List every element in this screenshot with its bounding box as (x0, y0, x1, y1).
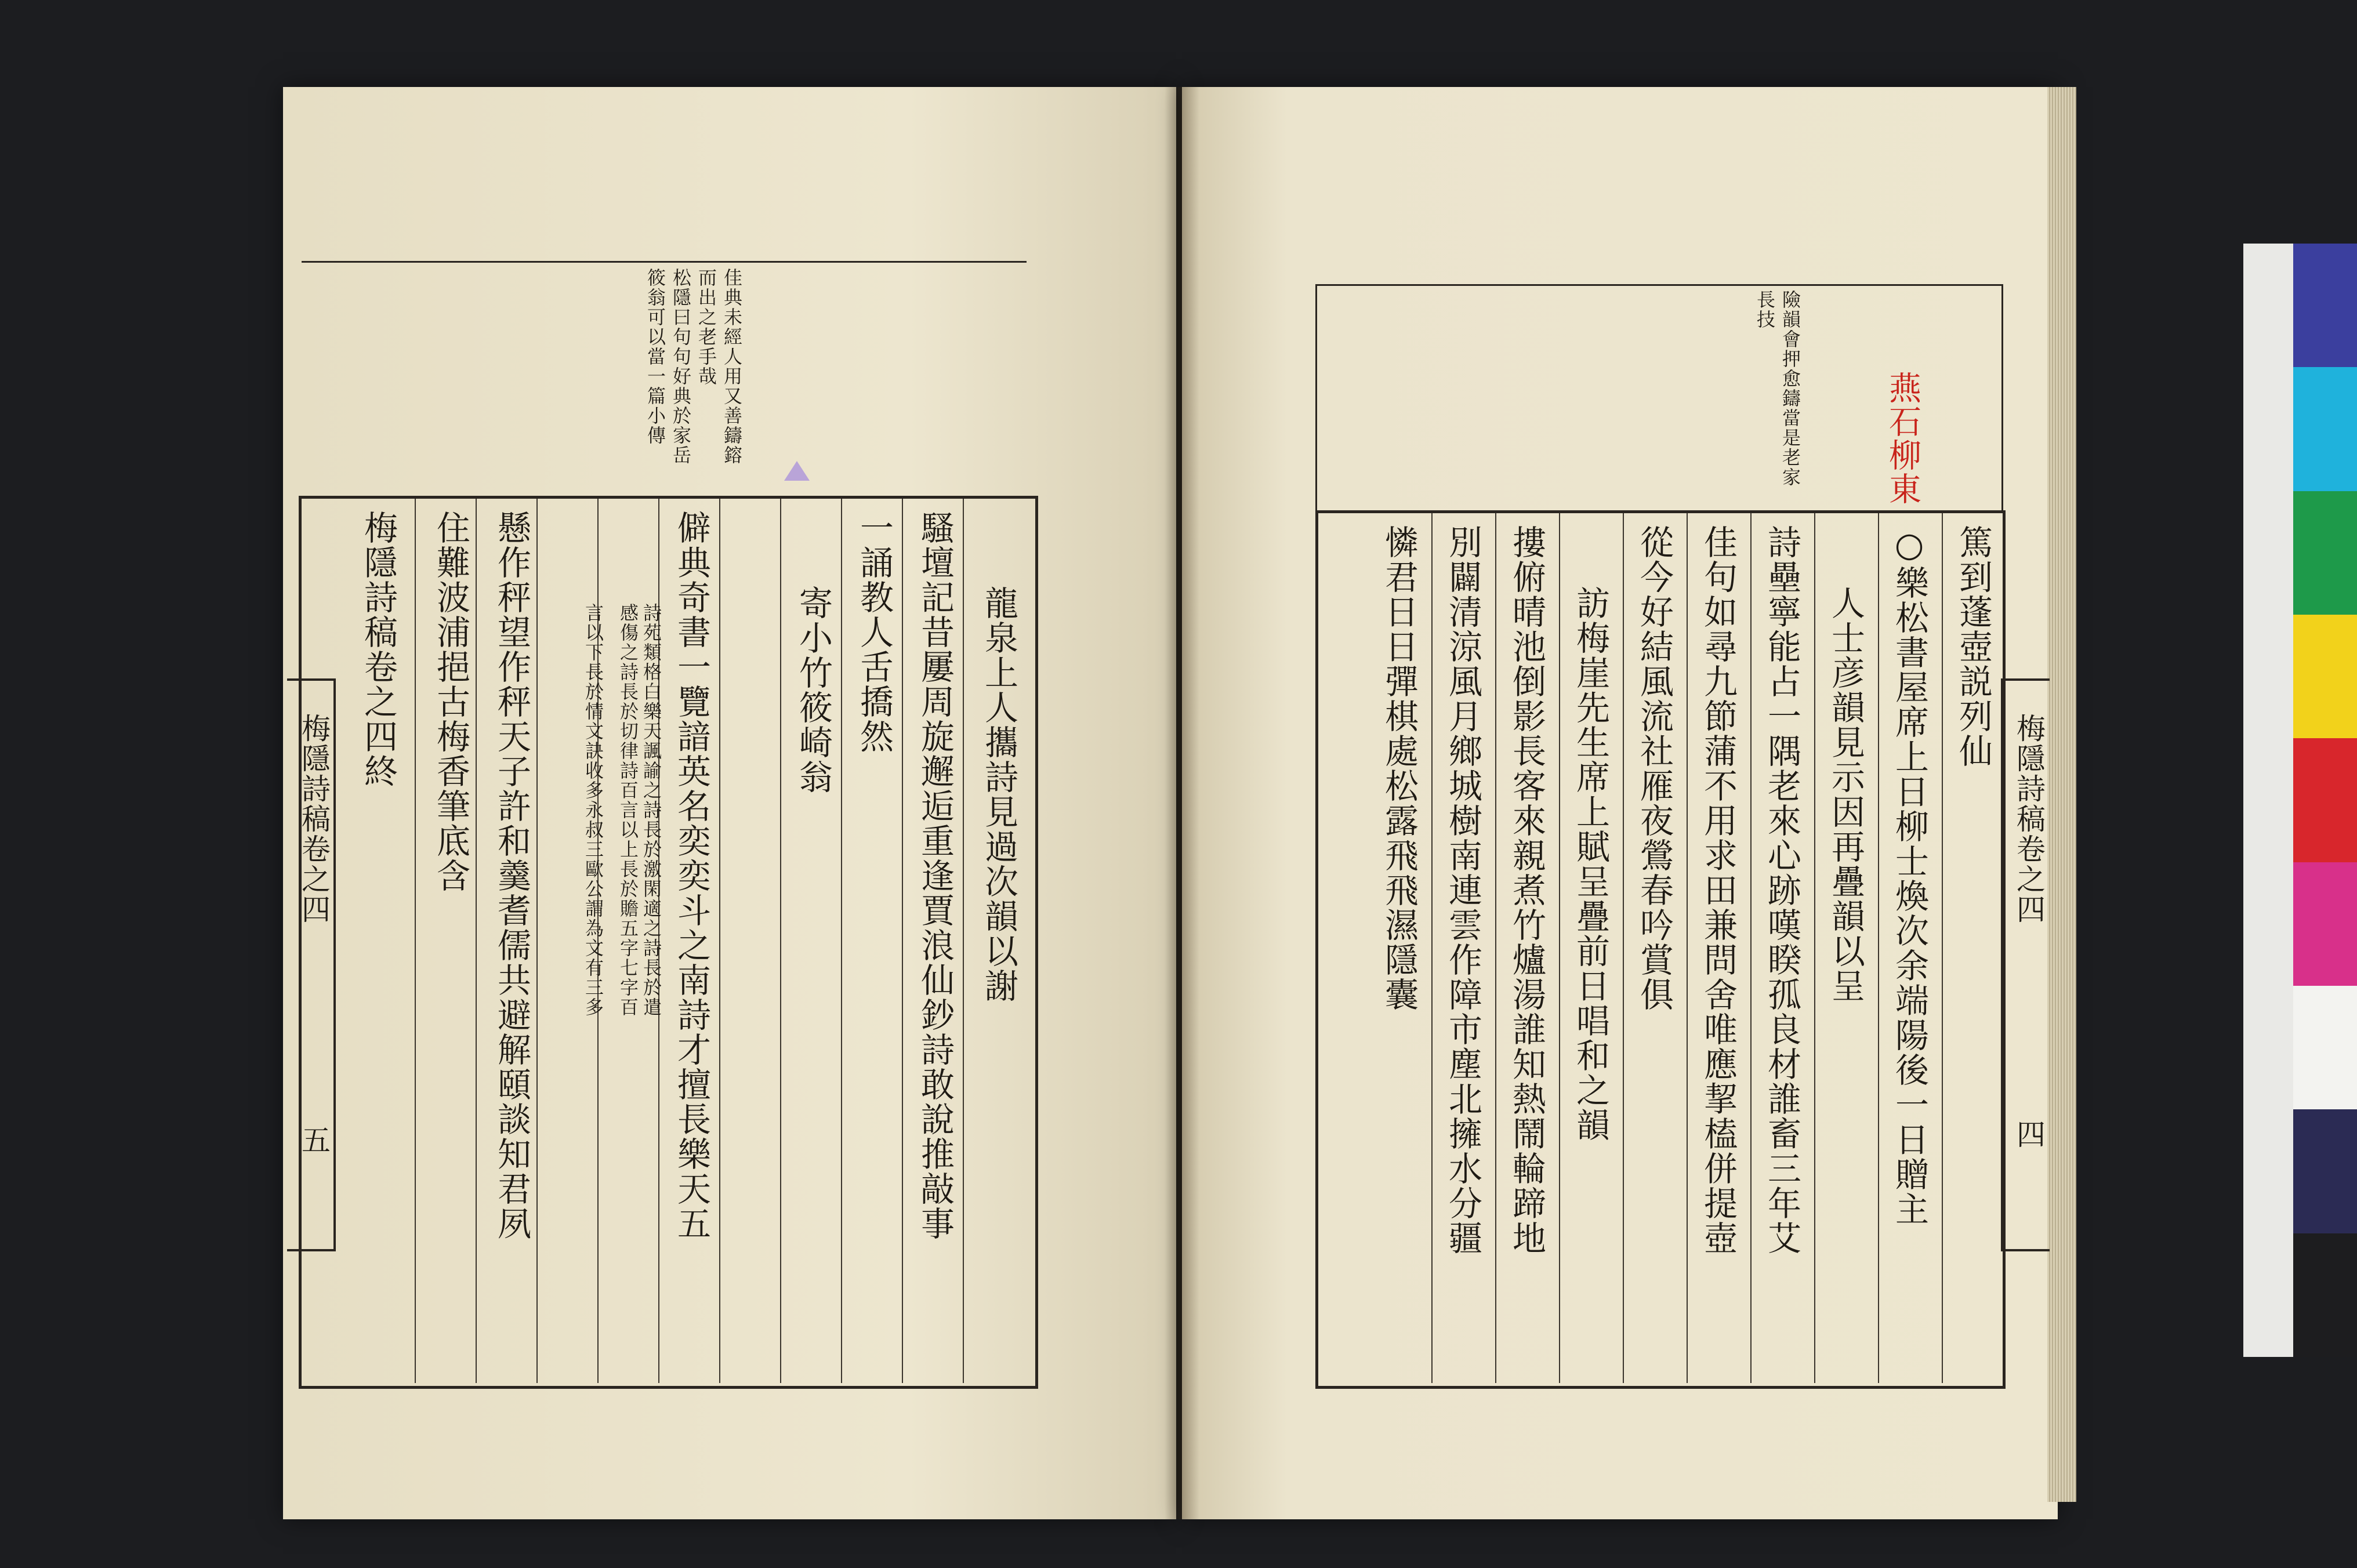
poem-line: 佳句如尋九節蒲不用求田兼問舍唯應挈榼併提壺 (1698, 525, 1738, 1255)
calibration-swatch-cyan (2243, 367, 2357, 491)
poem-line: 別闢清涼風月鄉城樹南連雲作障市塵北擁水分疆 (1443, 525, 1482, 1255)
poem-line: 僻典奇書一覽諳英名奕奕斗之南詩才擅長樂天五 (672, 510, 711, 1241)
head-note-line: 筱翁可以當一篇小傳 (644, 268, 666, 445)
calibration-swatch-black (2243, 1233, 2357, 1357)
calibration-swatch-dark-blue (2243, 1109, 2357, 1233)
poem-line: 從今好結風流社雁夜鶯春吟賞俱 (1634, 525, 1674, 1012)
commentary-line: 感傷之詩長於切律詩百言以上長於贍五字七字百 (617, 603, 639, 1017)
calibration-swatch-blue (2243, 244, 2357, 367)
left-fish-tail-page: 五 (297, 1125, 331, 1155)
red-seal-inscription: 燕石柳東 (1884, 371, 1921, 506)
head-note-line: 而出之老手哉 (695, 268, 717, 386)
poem-line: 懸作秤望作秤天子許和羹耆儒共避解頤談知君夙 (492, 510, 531, 1241)
head-note-line: 險韻會押愈鑄當是老家 (1779, 290, 1801, 487)
page-edges (2047, 87, 2076, 1502)
right-head-note (1734, 290, 1804, 504)
head-note-line: 長技 (1754, 290, 1776, 329)
calibration-swatch-magenta (2243, 862, 2357, 986)
poem-line: 住難波浦挹古梅香筆底含 (431, 510, 470, 893)
volume-end-title: 梅隱詩稿卷之四終 (358, 510, 398, 789)
poem-title: ○樂松書屋席上日柳士煥次余端陽後一日贈主 (1890, 525, 1929, 1226)
poem-line: 憐君日日彈棋處松露飛飛濕隱囊 (1379, 525, 1419, 1012)
calibration-swatch-red (2243, 738, 2357, 862)
calibration-swatch-white (2243, 986, 2357, 1109)
left-head-note (629, 268, 745, 482)
poem-line: 篤到蓬壺説列仙 (1953, 525, 1993, 768)
left-fish-tail-title: 梅隱詩稿卷之四 (297, 713, 331, 924)
poem-line: 騷壇記昔屢周旋邂逅重逢賈浪仙鈔詩敢說推敲事 (915, 510, 955, 1241)
color-calibration-strip (2243, 244, 2357, 1357)
commentary-line: 詩苑類格白樂天諷諭之詩長於激閑適之詩長於遣 (640, 603, 662, 1017)
poem-line: 詩壘寧能占一隅老來心跡嘆睽孤良材誰畜三年艾 (1762, 525, 1801, 1255)
poem-title: 訪梅崖先生席上賦呈疊前日唱和之韻 (1571, 586, 1610, 1142)
head-note-line: 松隱曰句句好典於家岳 (670, 268, 692, 465)
commentary-line: 言以下長於情文訣收多永叔三歐公謂為文有三多 (582, 603, 604, 1017)
triangle-mark-icon (784, 461, 810, 481)
head-note-line: 佳典未經人用又善鑄鎔 (721, 268, 743, 465)
poem-title: 人士彦韻見示因再疊韻以呈 (1826, 586, 1865, 1003)
book-gutter (1165, 87, 1199, 1519)
calibration-swatch-green (2243, 491, 2357, 615)
poem-title: 龍泉上人攜詩見過次韻以謝 (979, 586, 1018, 1003)
right-fish-tail-title: 梅隱詩稿卷之四 (2012, 713, 2046, 924)
calibration-swatch-yellow (2243, 615, 2357, 738)
poem-line: 一誦教人舌撟然 (854, 510, 894, 754)
right-fish-tail-page: 四 (2012, 1119, 2046, 1149)
poem-title: 寄小竹筱崎翁 (793, 586, 833, 794)
poem-line: 摟俯晴池倒影長客來親煮竹爐湯誰知熱鬧輪蹄地 (1507, 525, 1546, 1255)
